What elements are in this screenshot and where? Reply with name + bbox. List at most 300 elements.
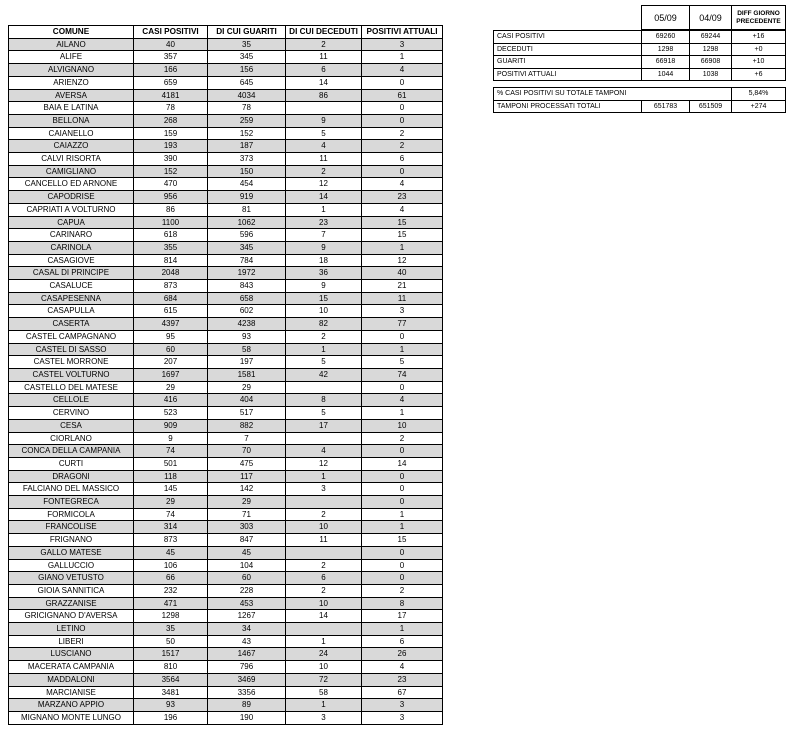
comune-cell: CARINARO xyxy=(9,229,134,242)
header-casi-positivi: CASI POSITIVI xyxy=(134,26,208,39)
table-row xyxy=(9,280,443,293)
tamponi-diff: +274 xyxy=(732,100,786,113)
positivi-attuali-cell: 0 xyxy=(362,496,443,509)
guariti-cell: 7 xyxy=(208,432,286,445)
comune-cell: CAIANELLO xyxy=(9,127,134,140)
summary-previous: 69244 xyxy=(690,31,732,44)
comune-cell: LUSCIANO xyxy=(9,648,134,661)
casi-positivi-cell: 93 xyxy=(134,699,208,712)
comune-cell: CASTELLO DEL MATESE xyxy=(9,381,134,394)
comune-cell: GALLUCCIO xyxy=(9,559,134,572)
comune-cell: CASAGIOVE xyxy=(9,254,134,267)
casi-positivi-cell: 29 xyxy=(134,381,208,394)
comune-cell: GIOIA SANNITICA xyxy=(9,584,134,597)
table-row xyxy=(9,673,443,686)
guariti-cell: 34 xyxy=(208,623,286,636)
casi-positivi-cell: 106 xyxy=(134,559,208,572)
guariti-cell: 3356 xyxy=(208,686,286,699)
casi-positivi-cell: 470 xyxy=(134,178,208,191)
deceduti-cell xyxy=(286,102,362,115)
guariti-cell: 60 xyxy=(208,572,286,585)
table-row xyxy=(9,343,443,356)
deceduti-cell: 4 xyxy=(286,445,362,458)
positivi-attuali-cell: 1 xyxy=(362,51,443,64)
deceduti-cell: 11 xyxy=(286,534,362,547)
summary-diff: +0 xyxy=(732,43,786,56)
deceduti-cell: 12 xyxy=(286,178,362,191)
positivi-attuali-cell: 1 xyxy=(362,407,443,420)
casi-positivi-cell: 1697 xyxy=(134,368,208,381)
casi-positivi-cell: 193 xyxy=(134,140,208,153)
table-row xyxy=(9,394,443,407)
deceduti-cell: 58 xyxy=(286,686,362,699)
deceduti-cell: 14 xyxy=(286,191,362,204)
deceduti-cell: 10 xyxy=(286,305,362,318)
guariti-cell: 796 xyxy=(208,661,286,674)
table-row xyxy=(9,51,443,64)
casi-positivi-cell: 9 xyxy=(134,432,208,445)
table-row xyxy=(9,711,443,724)
deceduti-cell xyxy=(286,546,362,559)
table-row xyxy=(9,470,443,483)
casi-positivi-cell: 873 xyxy=(134,280,208,293)
guariti-cell: 784 xyxy=(208,254,286,267)
summary-diff: +6 xyxy=(732,68,786,81)
casi-positivi-cell: 45 xyxy=(134,546,208,559)
casi-positivi-cell: 4181 xyxy=(134,89,208,102)
casi-positivi-cell: 66 xyxy=(134,572,208,585)
table-row xyxy=(9,419,443,432)
guariti-cell: 658 xyxy=(208,292,286,305)
deceduti-cell: 11 xyxy=(286,51,362,64)
comune-cell: MADDALONI xyxy=(9,673,134,686)
comune-cell: CALVI RISORTA xyxy=(9,153,134,166)
guariti-cell: 843 xyxy=(208,280,286,293)
guariti-cell: 919 xyxy=(208,191,286,204)
summary-previous: 66908 xyxy=(690,56,732,69)
comune-cell: DRAGONI xyxy=(9,470,134,483)
guariti-cell: 93 xyxy=(208,330,286,343)
table-row xyxy=(9,267,443,280)
deceduti-cell: 86 xyxy=(286,89,362,102)
deceduti-cell: 10 xyxy=(286,521,362,534)
guariti-cell: 89 xyxy=(208,699,286,712)
percent-label: % CASI POSITIVI SU TOTALE TAMPONI xyxy=(494,88,732,101)
casi-positivi-cell: 232 xyxy=(134,584,208,597)
positivi-attuali-cell: 3 xyxy=(362,699,443,712)
summary-label: CASI POSITIVI xyxy=(494,31,642,44)
guariti-cell: 596 xyxy=(208,229,286,242)
deceduti-cell xyxy=(286,496,362,509)
table-row xyxy=(9,241,443,254)
comune-cell: CASTEL CAMPAGNANO xyxy=(9,330,134,343)
table-row xyxy=(9,140,443,153)
guariti-cell: 197 xyxy=(208,356,286,369)
percent-value: 5,84% xyxy=(732,88,786,101)
casi-positivi-cell: 159 xyxy=(134,127,208,140)
positivi-attuali-cell: 0 xyxy=(362,559,443,572)
casi-positivi-cell: 416 xyxy=(134,394,208,407)
comune-cell: CESA xyxy=(9,419,134,432)
summary-current: 66918 xyxy=(642,56,690,69)
comune-cell: GIANO VETUSTO xyxy=(9,572,134,585)
summary-previous: 1038 xyxy=(690,68,732,81)
guariti-cell: 345 xyxy=(208,51,286,64)
casi-positivi-cell: 471 xyxy=(134,597,208,610)
comune-cell: GRAZZANISE xyxy=(9,597,134,610)
deceduti-cell: 9 xyxy=(286,280,362,293)
table-row xyxy=(9,457,443,470)
guariti-cell: 259 xyxy=(208,114,286,127)
guariti-cell: 104 xyxy=(208,559,286,572)
summary-row xyxy=(494,43,786,56)
guariti-cell: 602 xyxy=(208,305,286,318)
guariti-cell: 882 xyxy=(208,419,286,432)
casi-positivi-cell: 1100 xyxy=(134,216,208,229)
deceduti-cell xyxy=(286,381,362,394)
deceduti-cell: 82 xyxy=(286,318,362,331)
table-row xyxy=(9,483,443,496)
casi-positivi-cell: 145 xyxy=(134,483,208,496)
guariti-cell: 43 xyxy=(208,635,286,648)
comune-cell: AVERSA xyxy=(9,89,134,102)
positivi-attuali-cell: 2 xyxy=(362,140,443,153)
header-guariti: DI CUI GUARITI xyxy=(208,26,286,39)
positivi-attuali-cell: 0 xyxy=(362,165,443,178)
comune-cell: FORMICOLA xyxy=(9,508,134,521)
deceduti-cell: 7 xyxy=(286,229,362,242)
guariti-cell: 303 xyxy=(208,521,286,534)
header-positivi-attuali: POSITIVI ATTUALI xyxy=(362,26,443,39)
table-row xyxy=(9,356,443,369)
deceduti-cell: 72 xyxy=(286,673,362,686)
guariti-cell: 228 xyxy=(208,584,286,597)
table-row xyxy=(9,546,443,559)
table-row xyxy=(9,623,443,636)
table-row xyxy=(9,572,443,585)
guariti-cell: 152 xyxy=(208,127,286,140)
guariti-cell: 1267 xyxy=(208,610,286,623)
guariti-cell: 453 xyxy=(208,597,286,610)
comune-cell: MARZANO APPIO xyxy=(9,699,134,712)
deceduti-cell: 3 xyxy=(286,483,362,496)
deceduti-cell: 11 xyxy=(286,153,362,166)
guariti-cell: 1581 xyxy=(208,368,286,381)
positivi-attuali-cell: 26 xyxy=(362,648,443,661)
positivi-attuali-cell: 4 xyxy=(362,394,443,407)
casi-positivi-cell: 814 xyxy=(134,254,208,267)
positivi-attuali-cell: 0 xyxy=(362,483,443,496)
positivi-attuali-cell: 4 xyxy=(362,64,443,77)
header-deceduti: DI CUI DECEDUTI xyxy=(286,26,362,39)
guariti-cell: 187 xyxy=(208,140,286,153)
guariti-cell: 81 xyxy=(208,203,286,216)
comune-cell: FALCIANO DEL MASSICO xyxy=(9,483,134,496)
casi-positivi-cell: 810 xyxy=(134,661,208,674)
guariti-cell: 454 xyxy=(208,178,286,191)
comune-cell: MARCIANISE xyxy=(9,686,134,699)
summary-table xyxy=(493,30,786,113)
deceduti-cell: 5 xyxy=(286,127,362,140)
positivi-attuali-cell: 1 xyxy=(362,623,443,636)
summary-row xyxy=(494,56,786,69)
deceduti-cell: 1 xyxy=(286,343,362,356)
date-header-current: 05/09 xyxy=(642,6,690,30)
comune-cell: CASTEL MORRONE xyxy=(9,356,134,369)
positivi-attuali-cell: 1 xyxy=(362,343,443,356)
positivi-attuali-cell: 4 xyxy=(362,178,443,191)
positivi-attuali-cell: 1 xyxy=(362,241,443,254)
positivi-attuali-cell: 0 xyxy=(362,445,443,458)
casi-positivi-cell: 95 xyxy=(134,330,208,343)
table-row xyxy=(9,699,443,712)
summary-row xyxy=(494,31,786,44)
comune-cell: MACERATA CAMPANIA xyxy=(9,661,134,674)
deceduti-cell: 2 xyxy=(286,165,362,178)
deceduti-cell: 2 xyxy=(286,508,362,521)
guariti-cell: 645 xyxy=(208,76,286,89)
guariti-cell: 70 xyxy=(208,445,286,458)
casi-positivi-cell: 3564 xyxy=(134,673,208,686)
positivi-attuali-cell: 21 xyxy=(362,280,443,293)
casi-positivi-cell: 501 xyxy=(134,457,208,470)
comune-cell: CAPRIATI A VOLTURNO xyxy=(9,203,134,216)
table-row xyxy=(9,584,443,597)
deceduti-cell: 9 xyxy=(286,241,362,254)
casi-positivi-cell: 35 xyxy=(134,623,208,636)
summary-diff: +16 xyxy=(732,31,786,44)
comune-cell: CASTEL DI SASSO xyxy=(9,343,134,356)
table-row xyxy=(9,381,443,394)
positivi-attuali-cell: 0 xyxy=(362,381,443,394)
positivi-attuali-cell: 40 xyxy=(362,267,443,280)
guariti-cell: 156 xyxy=(208,64,286,77)
positivi-attuali-cell: 6 xyxy=(362,635,443,648)
comune-cell: FONTEGRECA xyxy=(9,496,134,509)
casi-positivi-cell: 618 xyxy=(134,229,208,242)
deceduti-cell: 42 xyxy=(286,368,362,381)
casi-positivi-cell: 86 xyxy=(134,203,208,216)
casi-positivi-cell: 956 xyxy=(134,191,208,204)
positivi-attuali-cell: 2 xyxy=(362,584,443,597)
comune-cell: CIORLANO xyxy=(9,432,134,445)
comune-cell: BELLONA xyxy=(9,114,134,127)
summary-diff: +10 xyxy=(732,56,786,69)
summary-spacer xyxy=(494,81,786,88)
positivi-attuali-cell: 0 xyxy=(362,470,443,483)
summary-row xyxy=(494,68,786,81)
table-row xyxy=(9,635,443,648)
casi-positivi-cell: 78 xyxy=(134,102,208,115)
deceduti-cell: 2 xyxy=(286,584,362,597)
tamponi-previous: 651509 xyxy=(690,100,732,113)
deceduti-cell: 24 xyxy=(286,648,362,661)
positivi-attuali-cell: 3 xyxy=(362,305,443,318)
table-row xyxy=(9,76,443,89)
guariti-cell: 190 xyxy=(208,711,286,724)
casi-positivi-cell: 152 xyxy=(134,165,208,178)
table-row xyxy=(9,102,443,115)
table-row xyxy=(9,254,443,267)
deceduti-cell: 12 xyxy=(286,457,362,470)
guariti-cell: 404 xyxy=(208,394,286,407)
table-row xyxy=(9,178,443,191)
summary-current: 69260 xyxy=(642,31,690,44)
positivi-attuali-cell: 4 xyxy=(362,661,443,674)
table-row xyxy=(9,445,443,458)
comune-cell: CAIAZZO xyxy=(9,140,134,153)
table-row xyxy=(9,165,443,178)
guariti-cell: 4238 xyxy=(208,318,286,331)
deceduti-cell: 2 xyxy=(286,38,362,51)
casi-positivi-cell: 50 xyxy=(134,635,208,648)
table-row xyxy=(9,305,443,318)
table-row xyxy=(9,330,443,343)
casi-positivi-cell: 118 xyxy=(134,470,208,483)
table-row xyxy=(9,127,443,140)
comune-cell: CERVINO xyxy=(9,407,134,420)
casi-positivi-cell: 1298 xyxy=(134,610,208,623)
positivi-attuali-cell: 74 xyxy=(362,368,443,381)
table-row xyxy=(9,521,443,534)
casi-positivi-cell: 196 xyxy=(134,711,208,724)
positivi-attuali-cell: 23 xyxy=(362,191,443,204)
positivi-attuali-cell: 14 xyxy=(362,457,443,470)
positivi-attuali-cell: 11 xyxy=(362,292,443,305)
comune-cell: CAPUA xyxy=(9,216,134,229)
positivi-attuali-cell: 4 xyxy=(362,203,443,216)
guariti-cell: 847 xyxy=(208,534,286,547)
deceduti-cell: 17 xyxy=(286,419,362,432)
deceduti-cell: 6 xyxy=(286,572,362,585)
deceduti-cell: 10 xyxy=(286,661,362,674)
positivi-attuali-cell: 3 xyxy=(362,38,443,51)
guariti-cell: 345 xyxy=(208,241,286,254)
comune-cell: CELLOLE xyxy=(9,394,134,407)
comune-cell: CASERTA xyxy=(9,318,134,331)
deceduti-cell: 2 xyxy=(286,559,362,572)
deceduti-cell xyxy=(286,432,362,445)
positivi-attuali-cell: 3 xyxy=(362,711,443,724)
comune-cell: CASALUCE xyxy=(9,280,134,293)
positivi-attuali-cell: 15 xyxy=(362,534,443,547)
guariti-cell: 78 xyxy=(208,102,286,115)
positivi-attuali-cell: 1 xyxy=(362,521,443,534)
table-row xyxy=(9,292,443,305)
guariti-cell: 45 xyxy=(208,546,286,559)
casi-positivi-cell: 355 xyxy=(134,241,208,254)
casi-positivi-cell: 357 xyxy=(134,51,208,64)
table-row xyxy=(9,661,443,674)
table-row xyxy=(9,508,443,521)
table-row xyxy=(9,114,443,127)
table-row xyxy=(9,318,443,331)
spacer-cell xyxy=(494,81,786,88)
comune-cell: LETINO xyxy=(9,623,134,636)
guariti-cell: 3469 xyxy=(208,673,286,686)
guariti-cell: 1062 xyxy=(208,216,286,229)
positivi-attuali-cell: 0 xyxy=(362,572,443,585)
guariti-cell: 373 xyxy=(208,153,286,166)
deceduti-cell: 14 xyxy=(286,610,362,623)
casi-positivi-cell: 166 xyxy=(134,64,208,77)
guariti-cell: 29 xyxy=(208,496,286,509)
guariti-cell: 1972 xyxy=(208,267,286,280)
comune-cell: FRANCOLISE xyxy=(9,521,134,534)
deceduti-cell: 2 xyxy=(286,330,362,343)
table-row xyxy=(9,432,443,445)
table-row xyxy=(9,216,443,229)
casi-positivi-cell: 3481 xyxy=(134,686,208,699)
guariti-cell: 142 xyxy=(208,483,286,496)
casi-positivi-cell: 659 xyxy=(134,76,208,89)
table-row xyxy=(9,597,443,610)
casi-positivi-cell: 390 xyxy=(134,153,208,166)
tamponi-current: 651783 xyxy=(642,100,690,113)
casi-positivi-cell: 873 xyxy=(134,534,208,547)
comune-cell: CAMIGLIANO xyxy=(9,165,134,178)
positivi-attuali-cell: 0 xyxy=(362,546,443,559)
table-row xyxy=(9,153,443,166)
casi-positivi-cell: 684 xyxy=(134,292,208,305)
casi-positivi-cell: 523 xyxy=(134,407,208,420)
summary-current: 1298 xyxy=(642,43,690,56)
casi-positivi-cell: 615 xyxy=(134,305,208,318)
positivi-attuali-cell: 2 xyxy=(362,127,443,140)
positivi-attuali-cell: 15 xyxy=(362,216,443,229)
table-row xyxy=(9,534,443,547)
comune-cell: CASAPESENNA xyxy=(9,292,134,305)
positivi-attuali-cell: 10 xyxy=(362,419,443,432)
positivi-attuali-cell: 0 xyxy=(362,76,443,89)
comune-cell: GRICIGNANO D'AVERSA xyxy=(9,610,134,623)
positivi-attuali-cell: 77 xyxy=(362,318,443,331)
table-row xyxy=(9,203,443,216)
comune-cell: CONCA DELLA CAMPANIA xyxy=(9,445,134,458)
positivi-attuali-cell: 23 xyxy=(362,673,443,686)
deceduti-cell: 4 xyxy=(286,140,362,153)
table-row xyxy=(9,648,443,661)
deceduti-cell: 18 xyxy=(286,254,362,267)
comune-cell: CANCELLO ED ARNONE xyxy=(9,178,134,191)
comune-cell: BAIA E LATINA xyxy=(9,102,134,115)
positivi-attuali-cell: 67 xyxy=(362,686,443,699)
tamponi-label: TAMPONI PROCESSATI TOTALI xyxy=(494,100,642,113)
summary-header-row xyxy=(642,6,786,30)
comune-cell: ARIENZO xyxy=(9,76,134,89)
deceduti-cell: 5 xyxy=(286,356,362,369)
guariti-cell: 58 xyxy=(208,343,286,356)
casi-positivi-cell: 60 xyxy=(134,343,208,356)
positivi-attuali-cell: 5 xyxy=(362,356,443,369)
comune-cell: ALIFE xyxy=(9,51,134,64)
casi-positivi-cell: 1517 xyxy=(134,648,208,661)
table-row xyxy=(9,38,443,51)
summary-label: DECEDUTI xyxy=(494,43,642,56)
summary-label: GUARITI xyxy=(494,56,642,69)
guariti-cell: 475 xyxy=(208,457,286,470)
comune-cell: FRIGNANO xyxy=(9,534,134,547)
deceduti-cell: 1 xyxy=(286,470,362,483)
positivi-attuali-cell: 15 xyxy=(362,229,443,242)
comuni-table-header xyxy=(9,26,443,39)
comune-cell: ALVIGNANO xyxy=(9,64,134,77)
summary-header-table xyxy=(641,5,786,30)
deceduti-cell: 5 xyxy=(286,407,362,420)
date-header-previous: 04/09 xyxy=(690,6,732,30)
comune-cell: CURTI xyxy=(9,457,134,470)
deceduti-cell: 9 xyxy=(286,114,362,127)
